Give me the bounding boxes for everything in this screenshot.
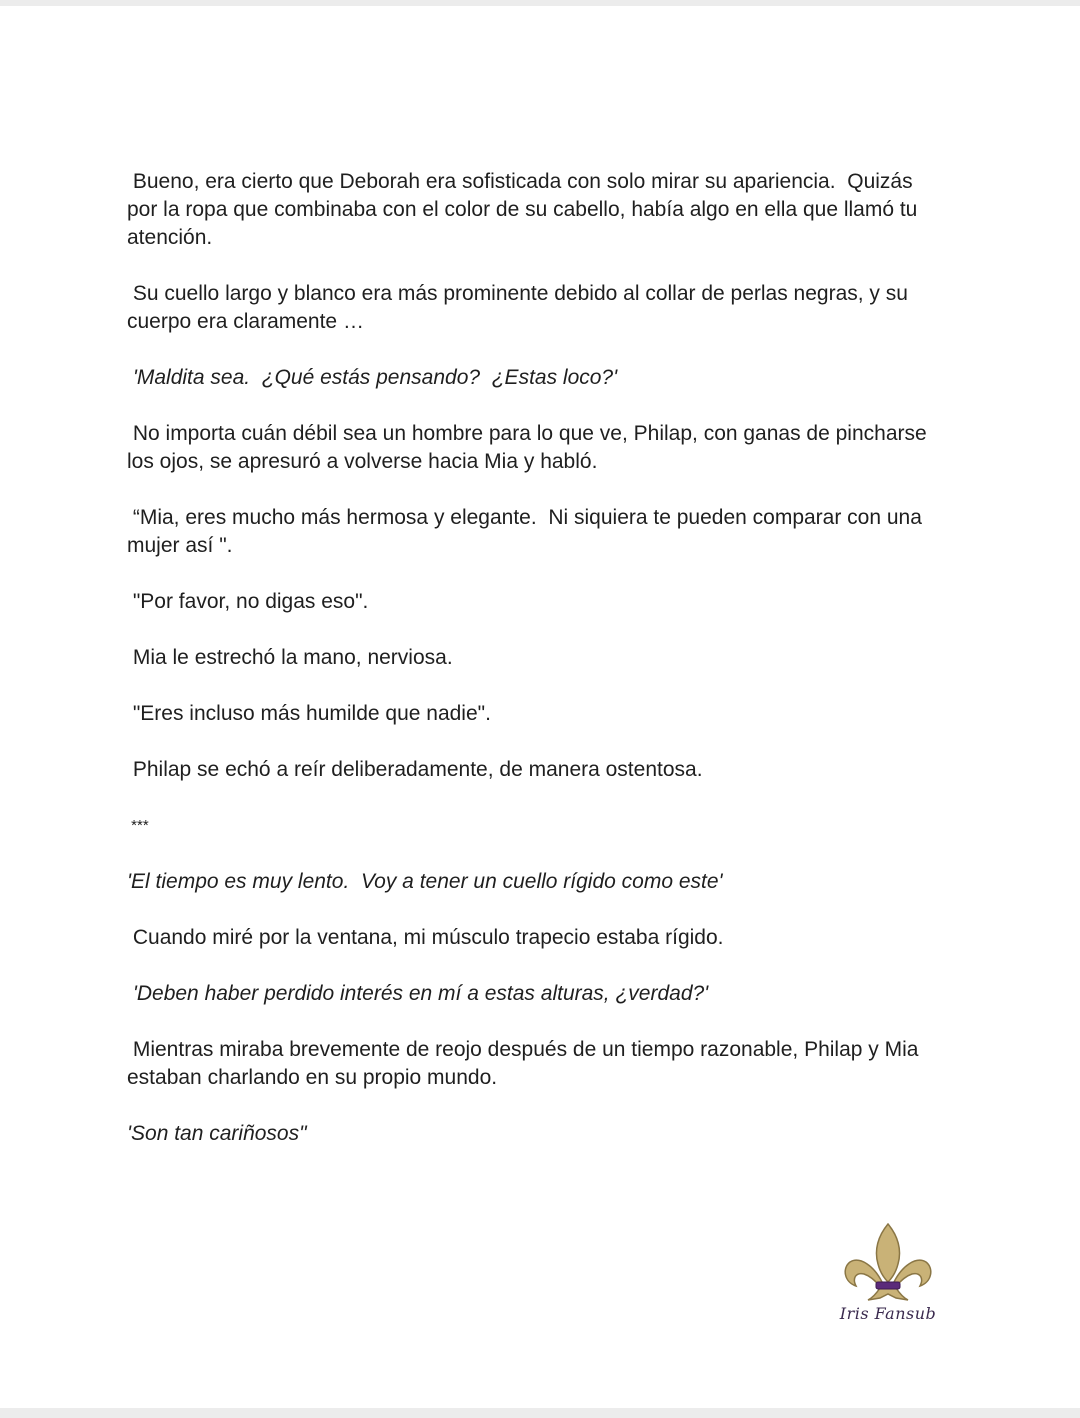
- paragraph: “Mia, eres mucho más hermosa y elegante. Ni siquiera te pueden comparar con una mujer así ".: [127, 506, 928, 557]
- logo-label: Iris Fansub: [839, 1304, 937, 1323]
- paragraph: Cuando miré por la ventana, mi músculo trapecio estaba rígido.: [127, 926, 724, 949]
- paragraph: Bueno, era cierto que Deborah era sofisticada con solo mirar su apariencia. Quizás por la ropa que combinaba con el color de su cabello, había algo en ella que llamó tu atención.: [127, 170, 924, 249]
- paragraph: 'Son tan cariñosos": [127, 1122, 307, 1145]
- scene-break: ***: [127, 817, 149, 834]
- paragraph: 'Maldita sea. ¿Qué estás pensando? ¿Estas loco?': [127, 366, 618, 389]
- paragraph: Philap se echó a reír deliberadamente, de manera ostentosa.: [127, 758, 703, 781]
- paragraph: Su cuello largo y blanco era más prominente debido al collar de perlas negras, y su cuerpo era claramente …: [127, 282, 914, 333]
- paragraph: 'Deben haber perdido interés en mí a estas alturas, ¿verdad?': [127, 982, 709, 1005]
- paragraph: 'El tiempo es muy lento. Voy a tener un cuello rígido como este': [127, 870, 723, 893]
- paragraph: Mia le estrechó la mano, nerviosa.: [127, 646, 453, 669]
- paragraph: Mientras miraba brevemente de reojo después de un tiempo razonable, Philap y Mia estaban charlando en su propio mundo.: [127, 1038, 925, 1089]
- fleur-de-lis-icon: [838, 1220, 938, 1304]
- paragraph: "Eres incluso más humilde que nadie".: [127, 702, 491, 725]
- paragraph: "Por favor, no digas eso".: [127, 590, 369, 613]
- document-page: [0, 6, 1080, 1408]
- paragraph: No importa cuán débil sea un hombre para lo que ve, Philap, con ganas de pincharse los ojos, se apresuró a volverse hacia Mia y habló.: [127, 422, 933, 473]
- document-body: [127, 168, 947, 1176]
- iris-fansub-logo: [838, 1220, 938, 1332]
